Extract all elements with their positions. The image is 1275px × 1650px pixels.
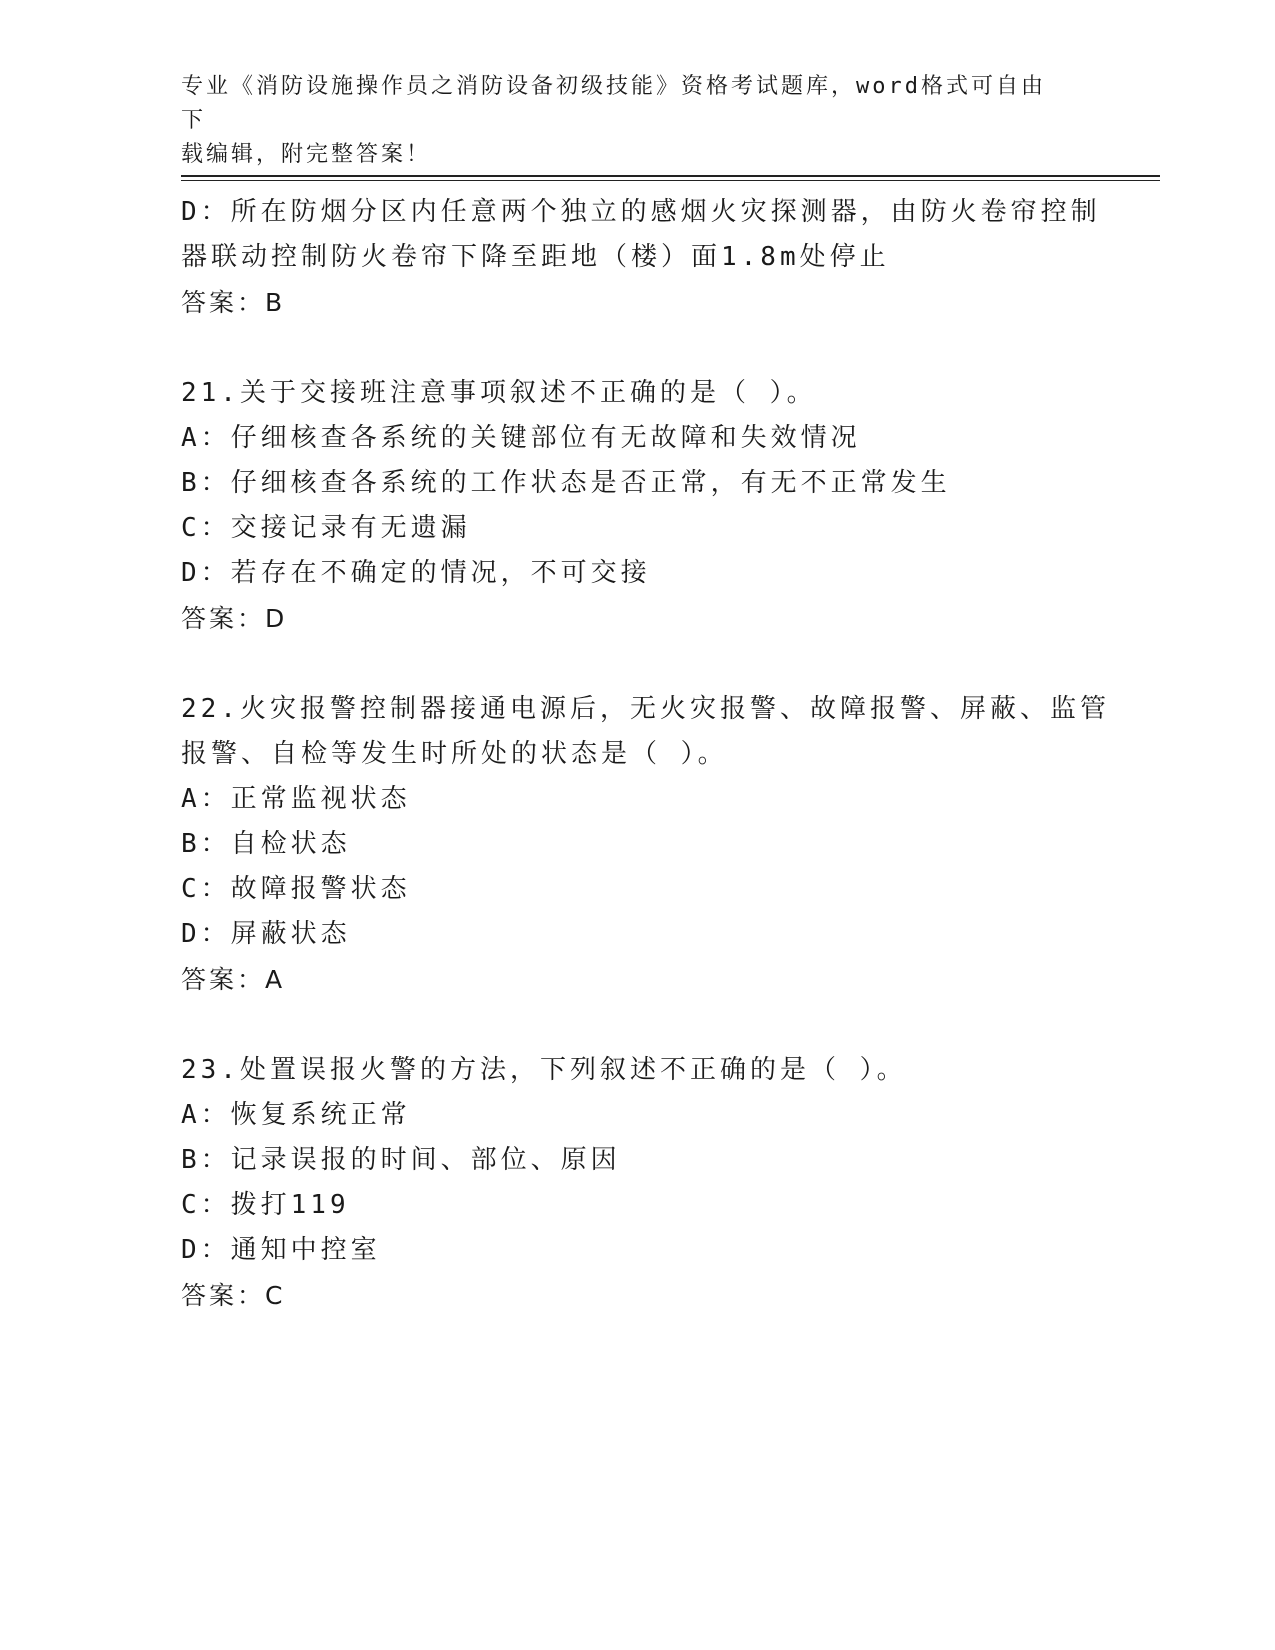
option-b: B：自检状态 [181, 829, 351, 859]
option-d-line-1: D：所在防烟分区内任意两个独立的感烟火灾探测器，由防火卷帘控制 [181, 197, 1101, 227]
option-d: D：通知中控室 [181, 1235, 381, 1265]
option-c: C：故障报警状态 [181, 874, 411, 904]
header-divider-thin [181, 180, 1160, 181]
question-stem-line-1: 22.火灾报警控制器接通电源后，无火灾报警、故障报警、屏蔽、监管 [181, 694, 1110, 724]
question-23 [181, 1048, 1081, 1318]
option-a: A：仔细核查各系统的关键部位有无故障和失效情况 [181, 423, 861, 453]
document-header [181, 70, 1061, 172]
question-stem-line-2: 报警、自检等发生时所处的状态是（ ）。 [181, 739, 728, 769]
header-title-line-1: 专业《消防设施操作员之消防设备初级技能》资格考试题库，word格式可自由下 [181, 74, 1046, 133]
option-c: C：交接记录有无遗漏 [181, 513, 471, 543]
option-d-line-2: 器联动控制防火卷帘下降至距地（楼）面1.8m处停止 [181, 242, 890, 272]
option-c: C：拨打119 [181, 1190, 350, 1220]
spacer [181, 641, 1081, 687]
option-b: B：仔细核查各系统的工作状态是否正常，有无不正常发生 [181, 468, 951, 498]
option-a: A：恢复系统正常 [181, 1100, 411, 1130]
spacer [181, 1002, 1081, 1048]
option-d: D：若存在不确定的情况，不可交接 [181, 558, 651, 588]
question-20-continuation [181, 190, 1101, 325]
answer-text: 答案：C [181, 1281, 286, 1310]
option-a: A：正常监视状态 [181, 784, 411, 814]
answer-text: 答案：D [181, 604, 288, 633]
document-body [181, 190, 1110, 1318]
answer-text: 答案：A [181, 965, 286, 994]
question-22 [181, 687, 1110, 1002]
option-b: B：记录误报的时间、部位、原因 [181, 1145, 621, 1175]
question-21 [181, 371, 1081, 641]
spacer [181, 325, 1081, 371]
option-d: D：屏蔽状态 [181, 919, 351, 949]
answer-text: 答案：B [181, 288, 286, 317]
question-stem: 23.处置误报火警的方法，下列叙述不正确的是（ ）。 [181, 1055, 907, 1085]
question-stem: 21.关于交接班注意事项叙述不正确的是（ ）。 [181, 378, 817, 408]
header-title-line-2: 载编辑，附完整答案！ [181, 142, 432, 167]
header-divider-thick [181, 175, 1160, 177]
